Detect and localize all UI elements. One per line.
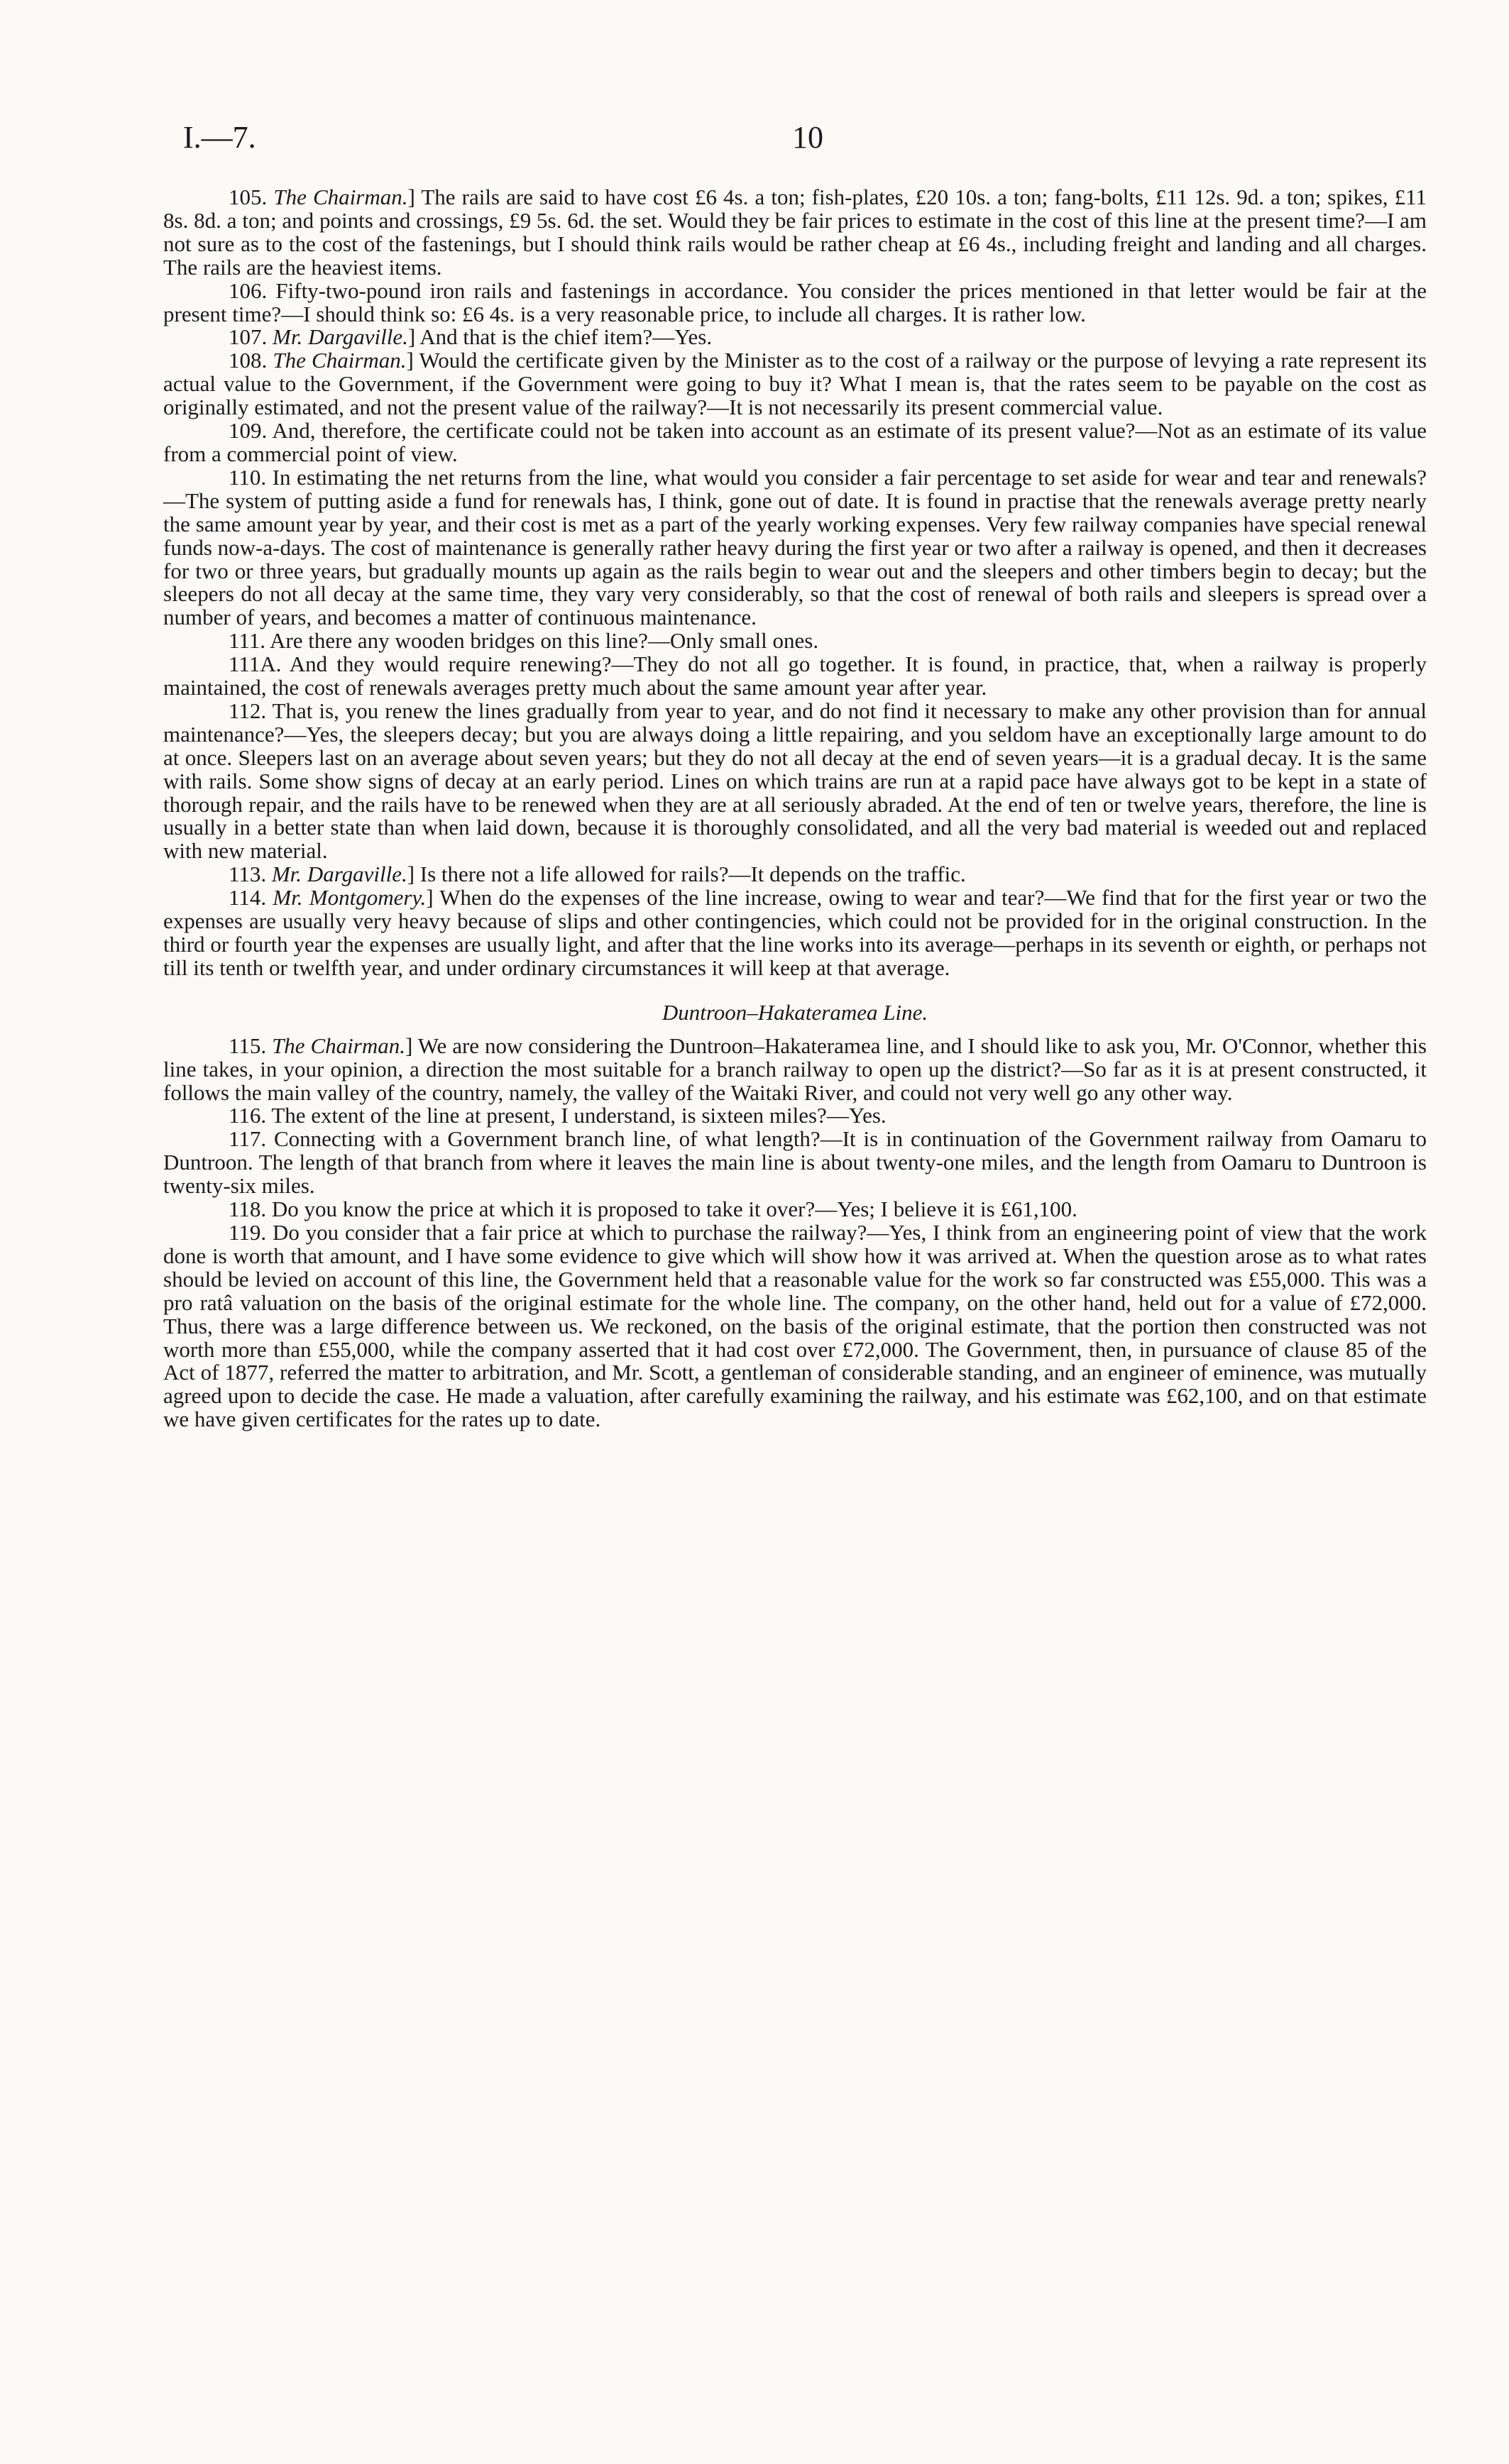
question-number: 110. [229,464,267,490]
page-header [183,119,1432,162]
paragraph-text: The extent of the line at present, I understand, is sixteen miles?—Yes. [271,1103,887,1128]
evidence-paragraph: 107. Mr. Dargaville.] And that is the chief item?—Yes. [229,324,713,350]
evidence-paragraph [163,466,1427,629]
evidence-paragraph [163,277,1427,326]
question-number: 108. [229,348,268,373]
evidence-paragraph: 105. The Chairman.] The rails are said to have cost £6 4s. a ton; fish-plates, £20 10s. a ton; fang-bolts, £11 12s. 9d. a ton; spikes, £11 8s. 8d. a ton; and points and crossings, £9 5s. 6d. the set. Would they be fair prices to estimate in the cost of this line at the present time?—I am not sure as to the cost of the fastenings, but I should think rails would be rather cheap at £6 4s., including freight and landing and all charges. The rails are the heaviest items. [163,185,1427,280]
paragraph-text: Connecting with a Government branch line, of what length?—It is in continuation of the Government railway from Oamaru to Duntroon. The length of that branch from where it leaves the main line is about twenty-one miles, and the length from Oamaru to Duntroon is twenty-six miles. [163,1126,1427,1199]
question-number: 107. [229,324,268,350]
question-number: 105. [229,185,268,209]
paragraph-text: The rails are said to have cost £6 4s. a ton; fish-plates, £20 10s. a ton; fang-bolts, £11 12s. 9d. a ton; spikes, £11 8s. 8d. a ton; and points and crossings, £9 5s. 6d. the set. Would they be fair prices to estimate in the cost of this line at the present time?—I am not sure as to the cost of the fastenings, but I should think rails would be rather cheap at £6 4s., including freight and landing and all charges. The rails are the heaviest items. [163,185,1427,280]
evidence-paragraph [163,629,1427,653]
paragraph-text: Fifty-two-pound iron rails and fastenings in accordance. You consider the prices mentioned in that letter would be fair at the present time?—I should think so: £6 4s. is a very reasonable price, to include all charges. It is rather low. [163,277,1427,326]
paragraph-text: That is, you renew the lines gradually from year to year, and do not find it necessary to make any other provision than for annual maintenance?—Yes, the sleepers decay; but you are always doing a little repairing, and you seldom have an exceptionally large amount to do at once. Sleepers last on an average about seven years; but they do not all decay at the end of seven years—it is a gradual decay. It is the same with rails. Some show signs of decay at an early period. Lines on which trains are run at a rapid pace have always got to be kept in a state of thorough repair, and the rails have to be renewed when they are at all seriously abraded. At the end of ten or twelve years, therefore, the line is usually in a better state than when laid down, because it is thoroughly consolidated, and all the very bad material is weeded out and replaced with new material. [163,698,1427,864]
question-number: 113. [229,862,267,887]
paragraph-text: Is there not a life allowed for rails?—It depends on the traffic. [419,862,966,887]
paragraph-text: Would the certificate given by the Minister as to the cost of a railway or the purpose of levying a rate represent its actual value to the Government, if the Government were going to buy it? What I mean is, that the rates seem to be payable on the cost as originally estimated, and not the present value of the railway?—It is not necessarily its present commercial value. [163,348,1427,420]
paragraph-text: And that is the chief item?—Yes. [419,324,713,350]
paragraph-text: In estimating the net returns from the line, what would you consider a fair percentage to set aside for wear and tear and renewals?—The system of putting aside a fund for renewals has, I think, gone out of date. It is found in practise that the renewals average pretty nearly the same amount year by year, and their cost is met as a part of the yearly working expenses. Very few railway companies have special renewal funds now-a-days. The cost of maintenance is generally rather heavy during the first year or two after a railway is opened, and then it decreases for two or three years, but gradually mounts up again as the rails begin to wear out and the sleepers and other timbers begin to decay; but the sleepers do not all decay at the same time, they vary very considerably, so that the cost of renewal of both rails and sleepers is spread over a number of years, and becomes a matter of continuous maintenance. [163,464,1427,630]
paragraph-text: Do you consider that a fair price at which to purchase the railway?—Yes, I think from an engineering point of view that the work done is worth that amount, and I have some evidence to give which will show how it was arrived at. When the question arose as to what rates should be levied on account of this line, the Government held that a reasonable value for the work so far constructed was £55,000. This was a pro ratâ valuation on the basis of the original estimate for the whole line. The company, on the other hand, held out for a value of £72,000. Thus, there was a large difference between us. We reckoned, on the basis of the original estimate, that the portion then constructed was not worth more than £55,000, while the company asserted that it had cost over £72,000. The Government, then, in pursuance of clause 85 of the Act of 1877, referred the matter to arbitration, and Mr. Scott, a gentleman of considerable standing, and an engineer of eminence, was mutually agreed upon to decide the case. He made a valuation, after carefully examining the railway, and his estimate was £62,100, and on that estimate we have given certificates for the rates up to date. [163,1219,1427,1432]
evidence-paragraph [163,419,1427,466]
document-body [163,186,1427,1431]
paragraph-text: Are there any wooden bridges on this line?—Only small ones. [270,628,819,654]
paragraph-text: And, therefore, the certificate could not be taken into account as an estimate of its present value?—Not as an estimate of its value from a commercial point of view. [163,418,1427,466]
speaker-name: Mr. Dargaville. [273,324,408,350]
speaker-name: Mr. Montgomery. [273,885,427,911]
speaker-name: The Chairman. [273,185,408,209]
question-number: 118. [229,1197,267,1222]
paragraph-text: We are now considering the Duntroon–Hakateramea line, and I should like to ask you, Mr. O'Connor, whether this line takes, in your opinion, a direction the most suitable for a branch railway to open up the district?—So far as it is at present constructed, it follows the main valley of the country, namely, the valley of the Waitaki River, and could not very well go any other way. [163,1033,1427,1105]
paragraph-text: Do you know the price at which it is proposed to take it over?—Yes; I believe it is £61,100. [271,1197,1077,1222]
question-number: 119. [229,1219,267,1245]
speaker-name: The Chairman. [272,1033,405,1058]
paragraph-text: When do the expenses of the line increase, owing to wear and tear?—We find that for the first year or two the expenses are usually very heavy because of slips and other contingencies, which could not be provided for in the original construction. In the third or fourth year the expenses are usually light, and after that the line works into its average—perhaps in its seventh or eighth, or perhaps not till its tenth or twelfth year, and under ordinary circumstances it will keep at that average. [163,885,1427,980]
question-number: 116. [229,1103,267,1128]
question-number: 109. [229,418,268,444]
question-number: 106. [229,277,268,303]
speaker-name: Mr. Dargaville. [271,862,407,887]
question-number: 115. [229,1033,267,1058]
paragraph-text: And they would require renewing?—They do not all go together. It is found, in practice, that, when a railway is properly maintained, the cost of renewals averages pretty much about the same amount year after year. [163,651,1427,700]
evidence-paragraph [163,1221,1427,1431]
evidence-paragraph: 108. The Chairman.] Would the certificate given by the Minister as to the cost of a railway or the purpose of levying a rate represent its actual value to the Government, if the Government were going to buy it? What I mean is, that the rates seem to be payable on the cost as originally estimated, and not the present value of the railway?—It is not necessarily its present commercial value. [163,348,1427,420]
question-number: 112. [229,698,267,723]
page-reference: I.—7. [183,120,256,155]
evidence-paragraph [163,653,1427,700]
evidence-paragraph: 115. The Chairman.] We are now considering the Duntroon–Hakateramea line, and I should like to ask you, Mr. O'Connor, whether this line takes, in your opinion, a direction the most suitable for a branch railway to open up the district?—So far as it is at present constructed, it follows the main valley of the country, namely, the valley of the Waitaki River, and could not very well go any other way. [163,1033,1427,1105]
evidence-paragraph [163,700,1427,863]
evidence-paragraph [163,1128,1427,1198]
question-number: 111. [229,628,265,654]
question-number: 111A. [229,651,282,677]
evidence-paragraph: 114. Mr. Montgomery.] When do the expenses of the line increase, owing to wear and tear?—We find that for the first year or two the expenses are usually very heavy because of slips and other contingencies, which could not be provided for in the original construction. In the third or fourth year the expenses are usually light, and after that the line works into its average—perhaps in its seventh or eighth, or perhaps not till its tenth or twelfth year, and under ordinary circumstances it will keep at that average. [163,885,1427,980]
page-number: 10 [792,120,823,155]
evidence-paragraph: 113. Mr. Dargaville.] Is there not a life allowed for rails?—It depends on the traffic. [229,862,966,887]
section-heading: Duntroon–Hakateramea Line. [662,999,928,1025]
speaker-name: The Chairman. [273,348,407,373]
evidence-paragraph [163,1198,1427,1221]
question-number: 117. [229,1126,267,1152]
question-number: 114. [229,885,267,911]
evidence-paragraph [163,1104,1427,1128]
